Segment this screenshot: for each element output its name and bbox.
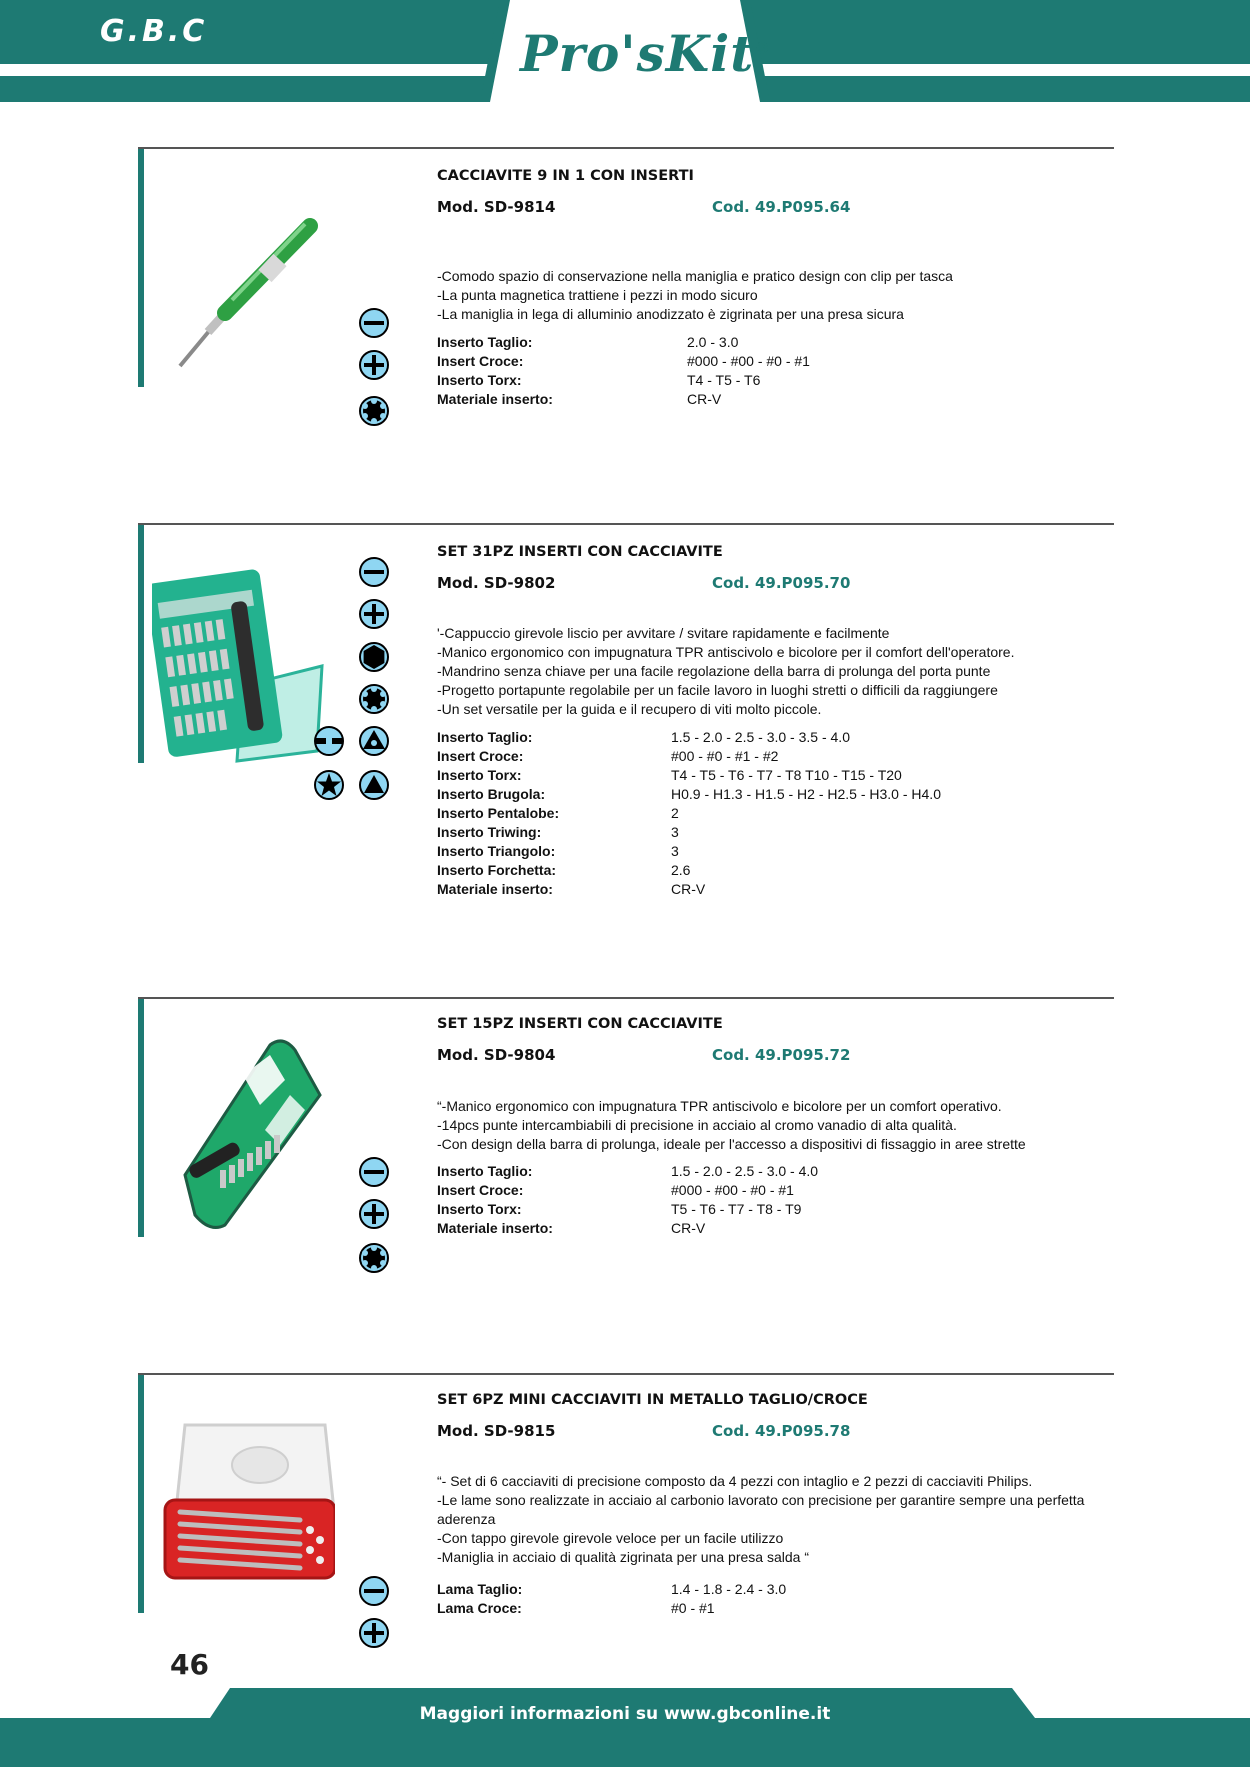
- spec-value: #0 - #1: [671, 1600, 715, 1616]
- spec-row: [437, 352, 810, 371]
- spec-value: T4 - T5 - T6 - T7 - T8 T10 - T15 - T20: [671, 767, 902, 783]
- spec-row: [437, 766, 941, 785]
- spec-row: [437, 804, 941, 823]
- spec-label: Inserto Pentalobe:: [437, 805, 560, 821]
- spec-value: CR-V: [687, 391, 722, 407]
- phillips-bit-icon: [358, 1617, 390, 1649]
- phillips-bit-icon: [358, 1198, 390, 1230]
- spec-row: [437, 1580, 786, 1599]
- product-specs: [437, 1162, 818, 1238]
- product-code: Cod. 49.P095.72: [712, 1046, 851, 1064]
- slotted-bit-icon: [358, 307, 390, 339]
- pentalobe-bit-icon: [313, 769, 345, 801]
- spec-label: Lama Croce:: [437, 1600, 522, 1616]
- product-image-bit-set-31: [152, 566, 327, 766]
- product-specs: [437, 728, 941, 899]
- spec-value: 2.6: [671, 862, 691, 878]
- fork-bit-icon: [313, 725, 345, 757]
- gbc-logo: G.B.C: [100, 14, 208, 49]
- product-image-mini-screwdriver-set: [160, 1420, 335, 1580]
- spec-value: 3: [671, 843, 679, 859]
- product-description: -Comodo spazio di conservazione nella maniglia e pratico design con clip per tasca -La punta magnetica trattiene i pezzi in modo sicuro -La maniglia in lega di alluminio anodizzato è zigrinata per una presa sicura: [437, 268, 953, 322]
- product-title: SET 6PZ MINI CACCIAVITI IN METALLO TAGLIO/CROCE: [437, 1392, 868, 1408]
- spec-value: 2.0 - 3.0: [687, 334, 739, 350]
- spec-row: [437, 842, 941, 861]
- product-specs: [437, 1580, 786, 1618]
- spec-label: Inserto Triwing:: [437, 824, 542, 840]
- spec-label: Insert Croce:: [437, 748, 524, 764]
- footer-band: [0, 1688, 1250, 1767]
- spec-label: Inserto Taglio:: [437, 1163, 533, 1179]
- phillips-bit-icon: [358, 349, 390, 381]
- product-code: Cod. 49.P095.78: [712, 1422, 851, 1440]
- hex-bit-icon: [358, 641, 390, 673]
- product-divider: [138, 997, 1114, 999]
- spec-value: 2: [671, 805, 679, 821]
- product-model: Mod. SD-9815: [437, 1422, 556, 1440]
- spec-value: 1.5 - 2.0 - 2.5 - 3.0 - 4.0: [671, 1163, 819, 1179]
- spec-row: [437, 1599, 786, 1618]
- product-specs: [437, 333, 810, 409]
- triwing-bit-icon: [358, 725, 390, 757]
- spec-value: CR-V: [671, 881, 706, 897]
- slotted-bit-icon: [358, 1575, 390, 1607]
- product-image-bit-set-15: [165, 1035, 335, 1230]
- slotted-bit-icon: [358, 556, 390, 588]
- spec-value: CR-V: [671, 1220, 706, 1236]
- spec-value: H0.9 - H1.3 - H1.5 - H2 - H2.5 - H3.0 - H4.0: [671, 786, 941, 802]
- spec-row: [437, 785, 941, 804]
- spec-label: Inserto Torx:: [437, 767, 522, 783]
- product-divider: [138, 147, 1114, 149]
- spec-value: 3: [671, 824, 679, 840]
- spec-label: Materiale inserto:: [437, 391, 553, 407]
- product-code: Cod. 49.P095.70: [712, 574, 851, 592]
- spec-value: T5 - T6 - T7 - T8 - T9: [671, 1201, 802, 1217]
- spec-row: [437, 728, 941, 747]
- product-accent-bar: [138, 147, 144, 387]
- spec-row: [437, 880, 941, 899]
- spec-row: [437, 1200, 818, 1219]
- footer-link-text[interactable]: Maggiori informazioni su www.gbconline.it: [419, 1704, 831, 1724]
- spec-value: T4 - T5 - T6: [687, 372, 761, 388]
- product-model: Mod. SD-9802: [437, 574, 556, 592]
- product-divider: [138, 523, 1114, 525]
- spec-row: [437, 390, 810, 409]
- proskit-logo: Pro'sKit®: [520, 24, 772, 83]
- product-description: “-Manico ergonomico con impugnatura TPR antiscivolo e bicolore per un comfort operativo. -14pcs punte intercambiabili di precisione in acciaio al cromo vanadio di alta qualità. -Con design della barra di prolunga, ideale per l'accesso a dispositivi di fissaggio in aree strette: [437, 1098, 1026, 1152]
- spec-label: Inserto Brugola:: [437, 786, 546, 802]
- spec-label: Materiale inserto:: [437, 1220, 553, 1236]
- product-description: '-Cappuccio girevole liscio per avvitare / svitare rapidamente e facilmente -Manico ergonomico con impugnatura TPR antiscivolo e bicolore per il comfort dell'operatore. -Mandrino senza chiave per una facile regolazione della barra di prolunga del porta punte -Progetto portapunte regolabile per un facile lavoro in luoghi stretti o difficili da raggiungere -Un set versatile per la guida e il recupero di viti molto piccole.: [437, 625, 1015, 717]
- product-image-screwdriver: [170, 218, 340, 372]
- torx-bit-icon: [358, 395, 390, 427]
- spec-label: Insert Croce:: [437, 1182, 524, 1198]
- spec-label: Inserto Triangolo:: [437, 843, 556, 859]
- spec-label: Inserto Taglio:: [437, 334, 533, 350]
- spec-row: [437, 333, 810, 352]
- triangle-bit-icon: [358, 769, 390, 801]
- product-accent-bar: [138, 1373, 144, 1613]
- product-title: SET 15PZ INSERTI CON CACCIAVITE: [437, 1016, 723, 1032]
- product-model: Mod. SD-9814: [437, 198, 556, 216]
- product-description: “- Set di 6 cacciaviti di precisione composto da 4 pezzi con intaglio e 2 pezzi di cacciaviti Philips. -Le lame sono realizzate in acciaio al carbonio lavorato con precisione per garantire sempre una perfetta aderenza -Con tappo girevole girevole veloce per un facile utilizzo -Maniglia in acciaio di qualità zigrinata per una presa salda “: [437, 1473, 1085, 1565]
- spec-label: Inserto Torx:: [437, 372, 522, 388]
- spec-row: [437, 823, 941, 842]
- spec-label: Inserto Forchetta:: [437, 862, 557, 878]
- spec-row: [437, 1181, 818, 1200]
- spec-row: [437, 1162, 818, 1181]
- product-title: CACCIAVITE 9 IN 1 CON INSERTI: [437, 168, 694, 184]
- spec-row: [437, 747, 941, 766]
- product-accent-bar: [138, 997, 144, 1237]
- product-title: SET 31PZ INSERTI CON CACCIAVITE: [437, 544, 723, 560]
- page-number: 46: [170, 1648, 209, 1681]
- spec-row: [437, 1219, 818, 1238]
- spec-row: [437, 371, 810, 390]
- torx-bit-icon: [358, 683, 390, 715]
- spec-label: Lama Taglio:: [437, 1581, 523, 1597]
- spec-row: [437, 861, 941, 880]
- phillips-bit-icon: [358, 598, 390, 630]
- product-divider: [138, 1373, 1114, 1375]
- product-model: Mod. SD-9804: [437, 1046, 556, 1064]
- spec-label: Inserto Torx:: [437, 1201, 522, 1217]
- product-accent-bar: [138, 523, 144, 763]
- slotted-bit-icon: [358, 1156, 390, 1188]
- spec-value: #00 - #0 - #1 - #2: [671, 748, 779, 764]
- spec-label: Materiale inserto:: [437, 881, 553, 897]
- torx-bit-icon: [358, 1242, 390, 1274]
- spec-label: Inserto Taglio:: [437, 729, 533, 745]
- spec-value: 1.4 - 1.8 - 2.4 - 3.0: [671, 1581, 787, 1597]
- spec-value: 1.5 - 2.0 - 2.5 - 3.0 - 3.5 - 4.0: [671, 729, 850, 745]
- spec-value: #000 - #00 - #0 - #1: [687, 353, 810, 369]
- product-code: Cod. 49.P095.64: [712, 198, 851, 216]
- spec-label: Insert Croce:: [437, 353, 524, 369]
- spec-value: #000 - #00 - #0 - #1: [671, 1182, 794, 1198]
